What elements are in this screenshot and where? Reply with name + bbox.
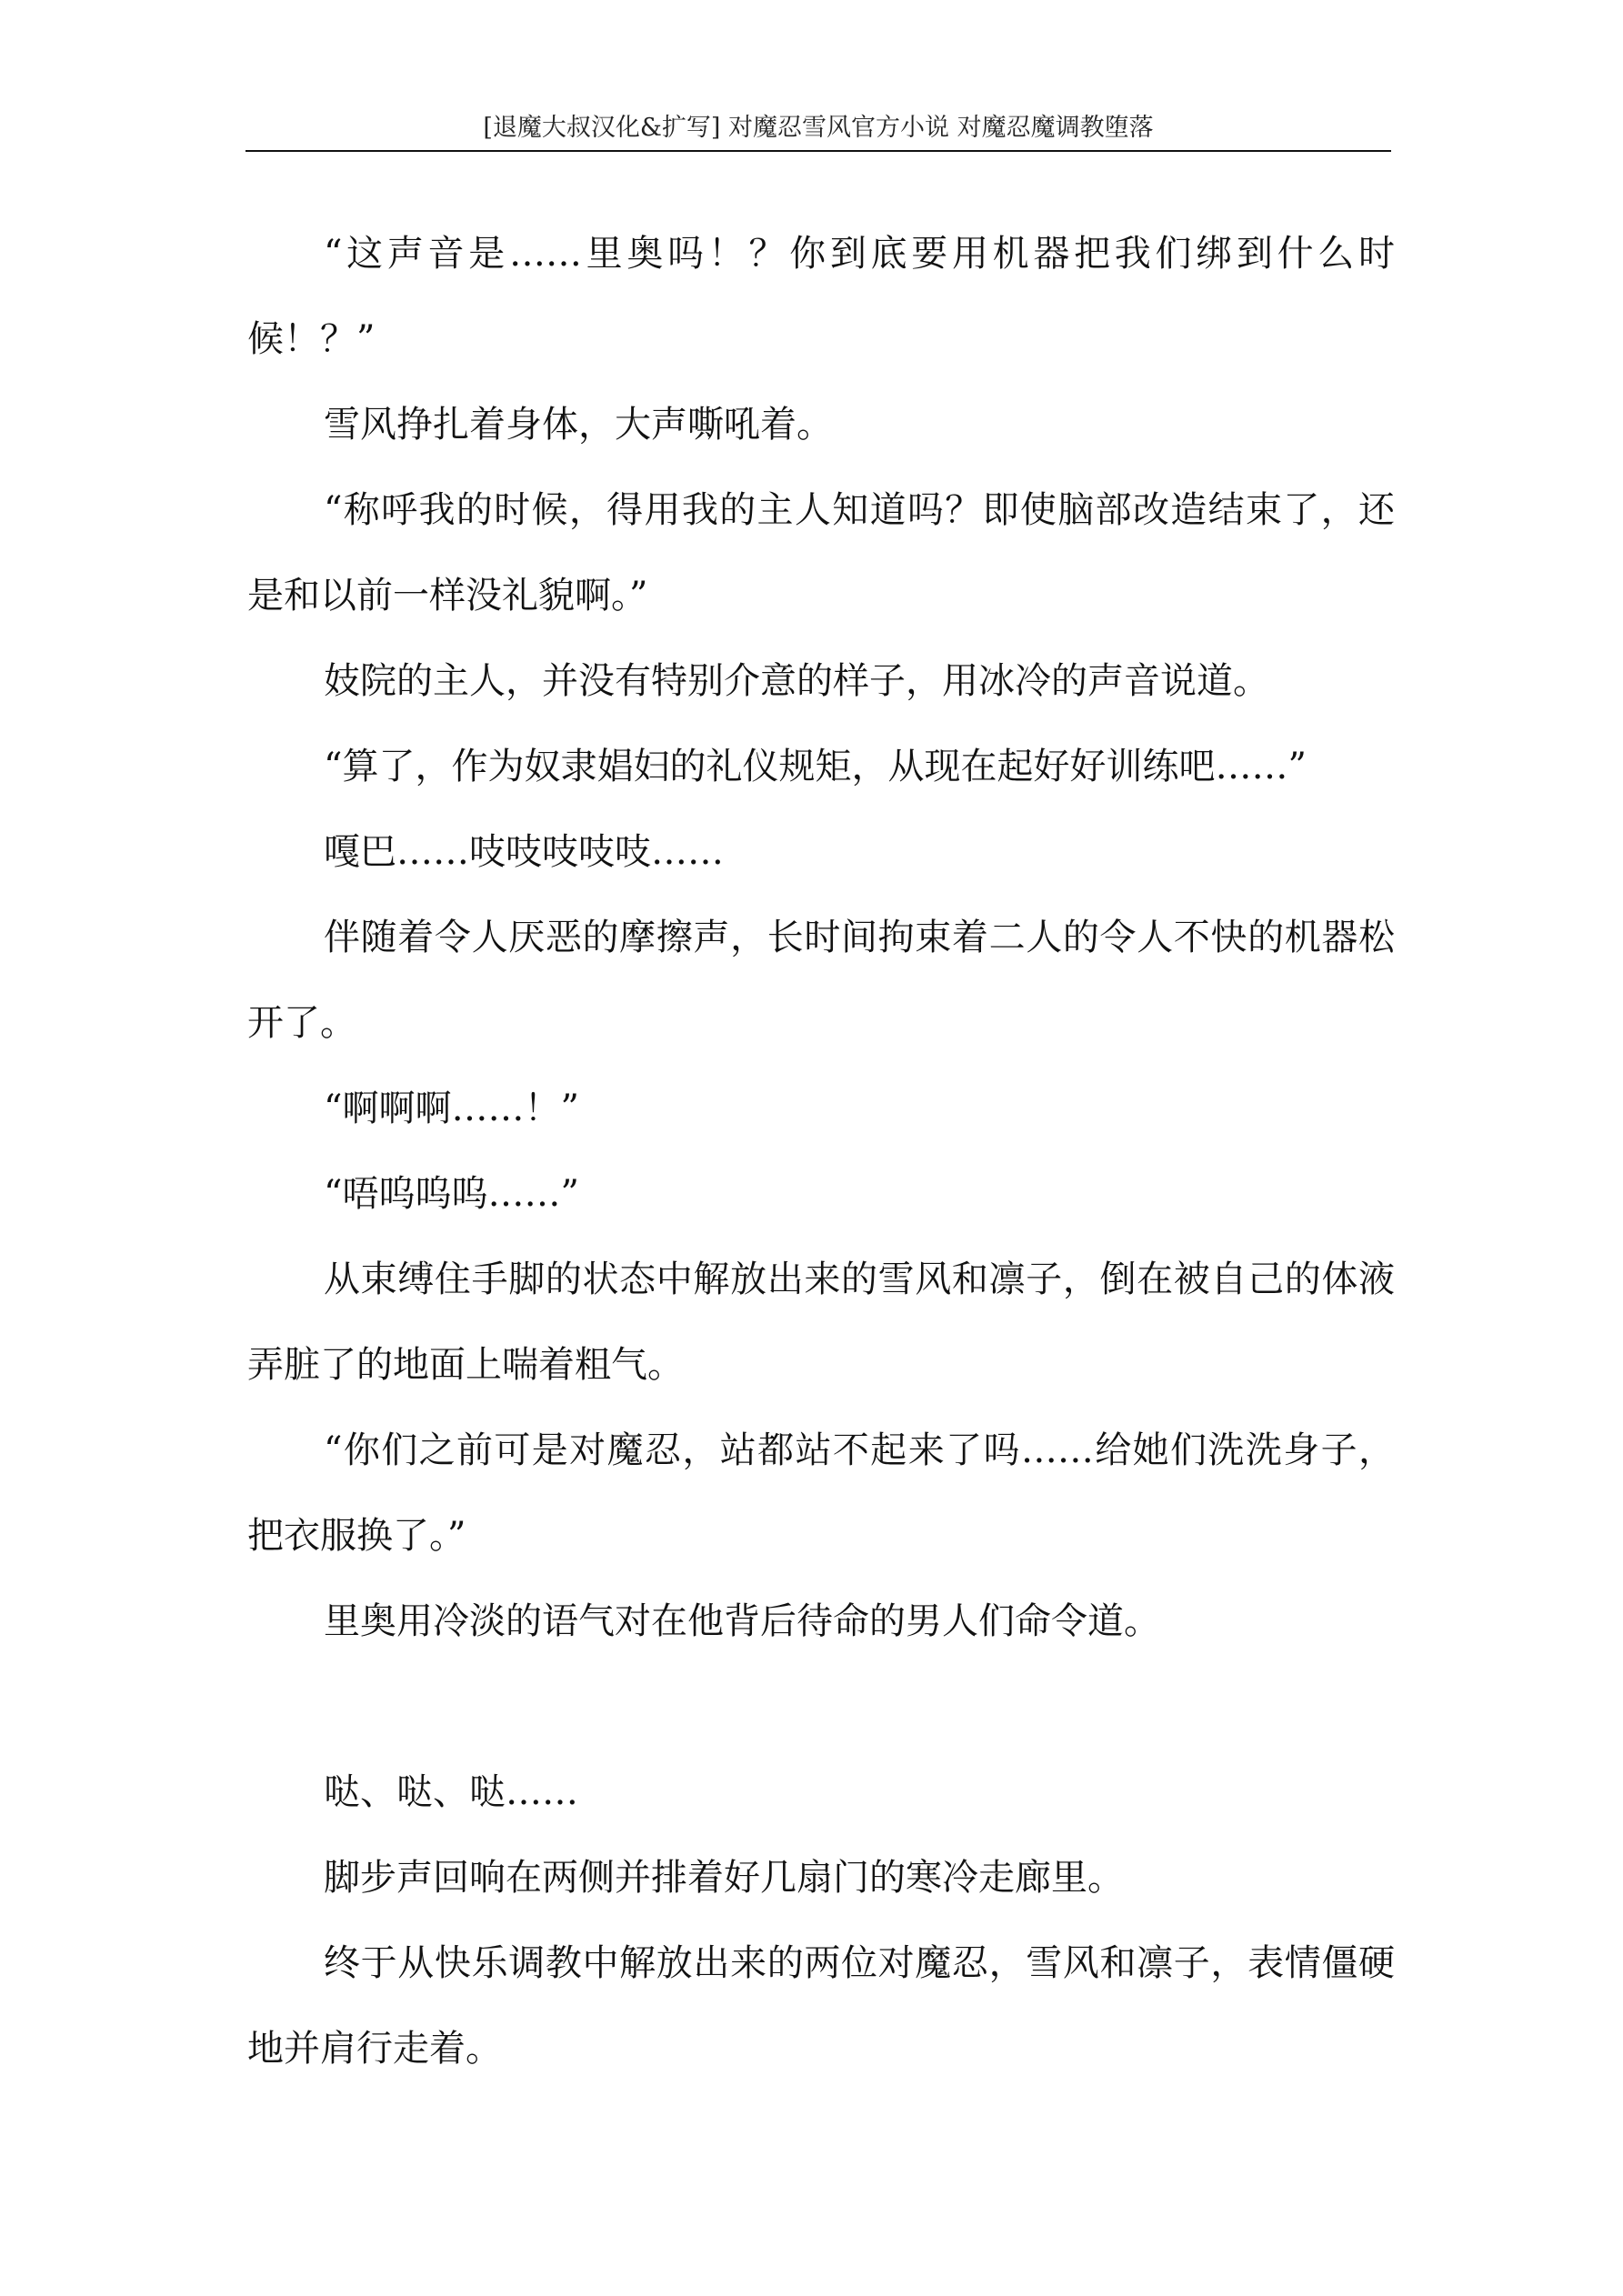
paragraph: 伴随着令人厌恶的摩擦声，长时间拘束着二人的令人不快的机器松开了。 [247,917,1395,1044]
section-break [247,1664,1395,1750]
header-rule [245,150,1391,152]
paragraph: 里奥用冷淡的语气对在他背后待命的男人们命令道。 [324,1600,1160,1642]
paragraph: 嘎巴……吱吱吱吱吱…… [324,831,724,873]
paragraph: “你们之前可是对魔忍，站都站不起来了吗……给她们洗洗身子，把衣服换了。” [247,1429,1395,1557]
paragraph: 脚步声回响在两侧并排着好几扇门的寒冷走廊里。 [324,1857,1124,1899]
paragraph: 雪风挣扎着身体，大声嘶吼着。 [324,404,833,446]
paragraph: 妓院的主人，并没有特别介意的样子，用冰冷的声音说道。 [324,660,1269,702]
paragraph: “这声音是……里奥吗！？你到底要用机器把我们绑到什么时候！？” [247,233,1395,360]
paragraph: “算了，作为奴隶娼妇的礼仪规矩，从现在起好好训练吧……” [324,746,1307,787]
paragraph: “唔呜呜呜……” [324,1173,579,1215]
paragraph: 从束缚住手脚的状态中解放出来的雪风和凛子，倒在被自己的体液弄脏了的地面上喘着粗气。 [247,1258,1395,1386]
running-header: [退魔大叔汉化&扩写] 对魔忍雪风官方小说 对魔忍魔调教堕落 [483,114,1154,142]
paragraph: 哒、哒、哒…… [324,1771,578,1813]
paragraph: 终于从快乐调教中解放出来的两位对魔忍，雪风和凛子，表情僵硬地并肩行走着。 [247,1942,1395,2070]
paragraph: “啊啊啊……！” [324,1088,579,1129]
page-body [247,211,1395,2091]
paragraph: “称呼我的时候，得用我的主人知道吗？即使脑部改造结束了，还是和以前一样没礼貌啊。” [247,489,1395,617]
